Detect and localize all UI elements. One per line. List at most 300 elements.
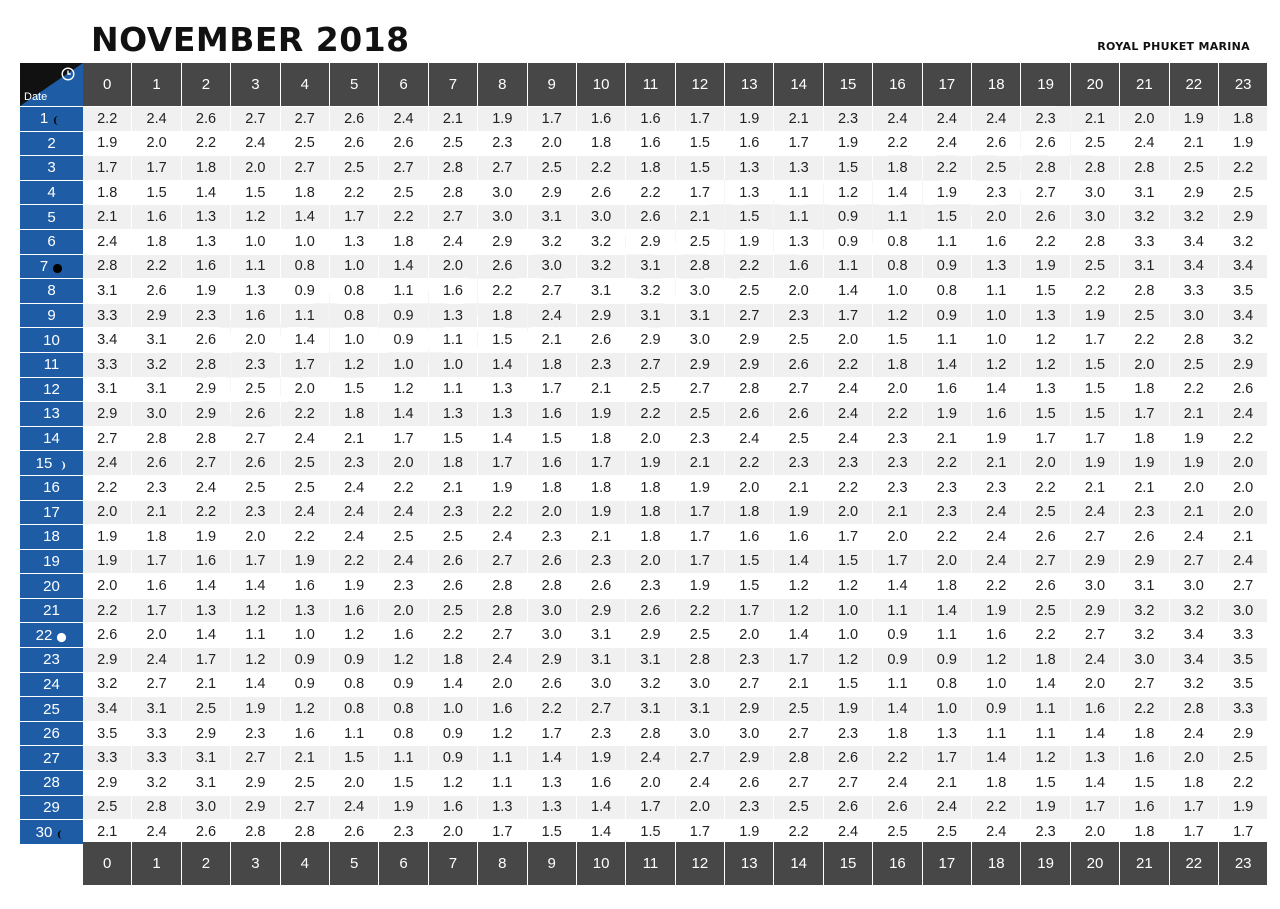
tide-height-cell: 2.8 [1120, 279, 1168, 303]
tide-height-cell: 3.4 [83, 328, 131, 352]
tide-height-cell: 1.1 [923, 230, 971, 254]
tide-height-cell: 1.8 [577, 132, 625, 156]
tide-height-cell: 2.6 [824, 796, 872, 820]
tide-height-cell: 1.6 [1120, 796, 1168, 820]
tide-height-cell: 1.4 [429, 673, 477, 697]
date-cell [20, 181, 83, 205]
tide-height-cell: 1.6 [1071, 697, 1119, 721]
tide-height-cell: 2.1 [132, 501, 180, 525]
header-top-hour-14: 14 [774, 63, 822, 106]
tide-height-cell: 2.0 [725, 476, 773, 500]
tide-height-cell: 2.4 [330, 501, 378, 525]
tide-height-cell: 3.1 [83, 378, 131, 402]
date-label: 19 [43, 552, 60, 570]
tide-height-cell: 2.2 [379, 476, 427, 500]
tide-height-cell: 2.2 [824, 353, 872, 377]
tide-height-cell: 2.9 [182, 722, 230, 746]
tide-height-cell: 2.4 [824, 427, 872, 451]
tide-height-cell: 0.8 [330, 279, 378, 303]
tide-height-cell: 2.4 [972, 525, 1020, 549]
tide-height-cell: 3.5 [83, 722, 131, 746]
tide-height-cell: 1.2 [824, 181, 872, 205]
tide-height-cell: 2.8 [1071, 156, 1119, 180]
tide-height-cell: 2.4 [132, 648, 180, 672]
tide-height-cell: 3.2 [1170, 673, 1218, 697]
tide-height-cell: 2.6 [132, 451, 180, 475]
tide-height-cell: 1.6 [379, 623, 427, 647]
tide-height-cell: 2.3 [774, 304, 822, 328]
tide-height-cell: 2.3 [182, 304, 230, 328]
tide-height-cell: 2.5 [281, 476, 329, 500]
date-label: 7 [39, 257, 49, 275]
tide-height-cell: 2.5 [1120, 304, 1168, 328]
tide-height-cell: 1.9 [824, 132, 872, 156]
tide-height-cell: 2.1 [1170, 402, 1218, 426]
tide-height-cell: 1.1 [231, 255, 279, 279]
tide-height-cell: 1.7 [379, 427, 427, 451]
tide-height-cell: 1.6 [725, 132, 773, 156]
tide-height-cell: 1.3 [1021, 304, 1069, 328]
tide-height-cell: 1.9 [1021, 255, 1069, 279]
tide-height-cell: 2.1 [330, 427, 378, 451]
date-cell [20, 550, 83, 574]
tide-height-cell: 2.9 [1170, 181, 1218, 205]
tide-height-cell: 0.8 [873, 255, 921, 279]
tide-height-cell: 1.0 [429, 697, 477, 721]
tide-height-cell: 1.8 [528, 353, 576, 377]
tide-height-cell: 2.7 [1071, 525, 1119, 549]
tide-height-cell: 1.6 [972, 230, 1020, 254]
tide-height-cell: 3.2 [1170, 205, 1218, 229]
tide-height-cell: 1.0 [972, 304, 1020, 328]
tide-height-cell: 2.0 [478, 673, 526, 697]
header-bottom-hour-13: 13 [725, 842, 773, 885]
tide-height-cell: 1.1 [824, 255, 872, 279]
tide-height-cell: 2.7 [577, 697, 625, 721]
tide-height-cell: 2.6 [577, 181, 625, 205]
tide-height-cell: 2.7 [1021, 181, 1069, 205]
tide-height-cell: 3.3 [1219, 697, 1267, 721]
tide-height-cell: 2.8 [528, 574, 576, 598]
header-top-hour-4: 4 [281, 63, 329, 106]
tide-height-cell: 2.8 [676, 255, 724, 279]
tide-height-cell: 2.0 [83, 501, 131, 525]
tide-height-cell: 2.6 [429, 574, 477, 598]
tide-height-cell: 2.4 [725, 427, 773, 451]
tide-height-cell: 2.5 [774, 328, 822, 352]
tide-height-cell: 1.5 [1120, 771, 1168, 795]
tide-height-cell: 1.7 [725, 599, 773, 623]
date-cell [20, 697, 83, 721]
tide-height-cell: 1.1 [923, 623, 971, 647]
tide-height-cell: 1.7 [528, 107, 576, 131]
tide-height-cell: 2.6 [972, 132, 1020, 156]
header-bottom-hour-23: 23 [1219, 842, 1267, 885]
tide-height-cell: 2.7 [626, 353, 674, 377]
tide-height-cell: 1.2 [1021, 328, 1069, 352]
tide-height-cell: 1.4 [379, 255, 427, 279]
tide-height-cell: 1.5 [429, 427, 477, 451]
tide-height-cell: 2.9 [725, 353, 773, 377]
tide-height-cell: 3.4 [1170, 623, 1218, 647]
date-cell [20, 328, 83, 352]
tide-height-cell: 1.8 [626, 501, 674, 525]
tide-height-cell: 2.6 [132, 279, 180, 303]
tide-height-cell: 1.9 [923, 181, 971, 205]
tide-height-cell: 1.9 [231, 697, 279, 721]
date-label: 2 [47, 134, 56, 152]
tide-height-cell: 1.5 [132, 181, 180, 205]
tide-height-cell: 2.5 [1071, 255, 1119, 279]
tide-height-cell: 2.4 [873, 771, 921, 795]
tide-height-cell: 3.0 [676, 673, 724, 697]
table-row [83, 230, 1268, 254]
date-cell [20, 574, 83, 598]
tide-height-cell: 3.1 [132, 378, 180, 402]
tide-height-cell: 2.1 [774, 673, 822, 697]
tide-height-cell: 2.3 [774, 451, 822, 475]
tide-height-cell: 1.5 [923, 205, 971, 229]
tide-height-cell: 2.2 [478, 501, 526, 525]
tide-height-cell: 3.0 [676, 328, 724, 352]
tide-height-cell: 2.5 [774, 697, 822, 721]
tide-height-cell: 2.2 [379, 205, 427, 229]
tide-height-cell: 2.2 [725, 451, 773, 475]
tide-height-cell: 1.1 [281, 304, 329, 328]
tide-height-cell: 2.6 [330, 132, 378, 156]
tide-height-cell: 2.9 [626, 328, 674, 352]
tide-height-cell: 2.5 [379, 525, 427, 549]
tide-height-cell: 1.1 [330, 722, 378, 746]
tide-height-cell: 1.4 [182, 181, 230, 205]
tide-height-cell: 2.2 [873, 402, 921, 426]
tide-height-cell: 2.0 [132, 132, 180, 156]
tide-height-cell: 2.3 [873, 451, 921, 475]
tide-height-cell: 2.2 [83, 107, 131, 131]
tide-height-cell: 1.9 [1071, 304, 1119, 328]
tide-height-cell: 2.4 [528, 304, 576, 328]
tide-height-cell: 1.6 [281, 722, 329, 746]
header-bottom-hour-16: 16 [873, 842, 921, 885]
tide-height-cell: 2.2 [774, 820, 822, 844]
tide-height-cell: 1.6 [182, 550, 230, 574]
tide-height-cell: 2.0 [231, 156, 279, 180]
tide-height-cell: 2.2 [1021, 230, 1069, 254]
tide-height-cell: 1.7 [824, 525, 872, 549]
date-column [20, 107, 83, 845]
tide-height-cell: 2.9 [83, 771, 131, 795]
tide-height-cell: 2.6 [528, 673, 576, 697]
tide-height-cell: 3.1 [83, 279, 131, 303]
tide-height-cell: 3.0 [1071, 181, 1119, 205]
tide-height-cell: 2.8 [1021, 156, 1069, 180]
tide-height-cell: 2.5 [281, 451, 329, 475]
tide-height-cell: 2.1 [873, 501, 921, 525]
header-bottom-hour-10: 10 [577, 842, 625, 885]
tide-height-cell: 2.8 [1120, 156, 1168, 180]
tide-height-cell: 2.2 [182, 132, 230, 156]
tide-height-cell: 1.7 [528, 722, 576, 746]
tide-height-cell: 1.7 [676, 820, 724, 844]
tide-height-cell: 1.7 [83, 156, 131, 180]
tide-height-cell: 2.8 [83, 255, 131, 279]
header-bottom-hour-8: 8 [478, 842, 526, 885]
tide-height-cell: 1.8 [577, 427, 625, 451]
tide-height-cell: 1.1 [774, 181, 822, 205]
tide-height-cell: 3.1 [626, 255, 674, 279]
tide-height-cell: 3.2 [83, 673, 131, 697]
date-column-label: Date [24, 91, 48, 103]
tide-height-cell: 2.6 [182, 328, 230, 352]
table-row [83, 476, 1268, 500]
tide-height-cell: 2.8 [132, 796, 180, 820]
tide-height-cell: 2.5 [379, 181, 427, 205]
tide-height-cell: 2.7 [824, 771, 872, 795]
tide-height-cell: 1.1 [972, 279, 1020, 303]
tide-height-cell: 3.3 [132, 722, 180, 746]
header-bottom-hour-22: 22 [1170, 842, 1218, 885]
last-quarter-moon-icon [52, 113, 63, 124]
clock-icon [61, 67, 75, 81]
tide-height-cell: 2.5 [774, 427, 822, 451]
tide-height-cell: 2.6 [824, 746, 872, 770]
tide-height-cell: 3.5 [1219, 648, 1267, 672]
tide-height-cell: 1.2 [873, 304, 921, 328]
tide-height-cell: 2.4 [281, 427, 329, 451]
tide-height-cell: 2.1 [1071, 476, 1119, 500]
date-label: 9 [47, 307, 56, 325]
table-row [83, 427, 1268, 451]
tide-height-cell: 2.2 [923, 451, 971, 475]
tide-height-cell: 2.1 [676, 205, 724, 229]
date-cell [20, 132, 83, 156]
tide-height-cell: 2.0 [379, 451, 427, 475]
tide-height-cell: 1.0 [330, 255, 378, 279]
tide-height-cell: 1.4 [231, 574, 279, 598]
tide-height-cell: 2.2 [626, 402, 674, 426]
tide-height-cell: 1.9 [182, 525, 230, 549]
tide-height-cell: 1.4 [577, 820, 625, 844]
tide-height-cell: 2.7 [379, 156, 427, 180]
tide-height-cell: 2.7 [281, 156, 329, 180]
table-row [83, 796, 1268, 820]
tide-height-cell: 2.3 [1021, 107, 1069, 131]
tide-height-cell: 1.7 [1170, 820, 1218, 844]
page-title: NOVEMBER 2018 [91, 20, 410, 59]
tide-height-cell: 2.0 [1120, 107, 1168, 131]
date-label: 25 [43, 700, 60, 718]
tide-height-cell: 2.0 [83, 574, 131, 598]
header-bottom-hour-19: 19 [1021, 842, 1069, 885]
tide-height-cell: 2.3 [231, 501, 279, 525]
table-row [83, 132, 1268, 156]
tide-height-cell: 2.7 [774, 378, 822, 402]
header-top-hour-6: 6 [379, 63, 427, 106]
date-label: 20 [43, 577, 60, 595]
tide-height-cell: 1.9 [725, 230, 773, 254]
tide-height-cell: 3.2 [1120, 623, 1168, 647]
tide-height-cell: 3.4 [1170, 230, 1218, 254]
tide-height-cell: 1.8 [1021, 648, 1069, 672]
tide-height-cell: 2.6 [626, 599, 674, 623]
tide-height-cell: 1.0 [429, 353, 477, 377]
tide-height-cell: 2.0 [379, 599, 427, 623]
tide-height-cell: 3.1 [132, 328, 180, 352]
tide-height-cell: 1.9 [1219, 132, 1267, 156]
tide-height-cell: 1.6 [923, 378, 971, 402]
header-bottom-hour-11: 11 [626, 842, 674, 885]
tide-height-cell: 1.4 [1071, 771, 1119, 795]
tide-height-cell: 2.2 [330, 181, 378, 205]
table-row [83, 279, 1268, 303]
header-top-hour-0: 0 [83, 63, 131, 106]
tide-height-cell: 2.8 [774, 746, 822, 770]
tide-height-cell: 1.1 [231, 623, 279, 647]
tide-height-cell: 2.4 [824, 402, 872, 426]
last-quarter-moon-icon [56, 827, 67, 838]
tide-height-cell: 0.8 [330, 673, 378, 697]
tide-height-cell: 2.2 [281, 402, 329, 426]
header-top-hour-18: 18 [972, 63, 1020, 106]
tide-height-cell: 1.7 [1170, 796, 1218, 820]
date-label: 22 [35, 626, 53, 644]
tide-height-cell: 3.4 [1170, 255, 1218, 279]
tide-height-cell: 3.0 [577, 673, 625, 697]
tide-height-cell: 2.0 [972, 205, 1020, 229]
tide-height-cell: 2.1 [923, 771, 971, 795]
date-cell [20, 230, 83, 254]
tide-height-cell: 1.5 [1071, 378, 1119, 402]
tide-height-cell: 1.0 [231, 230, 279, 254]
tide-height-cell: 2.5 [281, 132, 329, 156]
tide-height-cell: 0.9 [379, 328, 427, 352]
tide-height-cell: 2.7 [281, 796, 329, 820]
tide-height-cell: 2.2 [528, 697, 576, 721]
date-cell [20, 599, 83, 623]
header-top-hour-23: 23 [1219, 63, 1267, 106]
tide-height-cell: 1.3 [478, 402, 526, 426]
tide-height-cell: 1.3 [231, 279, 279, 303]
tide-height-cell: 2.9 [182, 402, 230, 426]
table-row [83, 501, 1268, 525]
tide-height-cell: 1.6 [478, 697, 526, 721]
header-top-hour-2: 2 [182, 63, 230, 106]
tide-height-cell: 1.8 [132, 230, 180, 254]
tide-height-cell: 2.5 [1170, 156, 1218, 180]
tide-height-cell: 2.4 [83, 230, 131, 254]
tide-height-cell: 2.8 [281, 820, 329, 844]
tide-height-cell: 1.9 [972, 599, 1020, 623]
tide-height-cell: 1.6 [577, 107, 625, 131]
tide-height-cell: 1.9 [1170, 107, 1218, 131]
tide-height-cell: 2.4 [1071, 501, 1119, 525]
tide-height-cell: 2.7 [725, 673, 773, 697]
tide-height-cell: 1.7 [478, 820, 526, 844]
tide-height-cell: 1.6 [774, 255, 822, 279]
tide-height-cell: 1.2 [1021, 746, 1069, 770]
tide-height-cell: 2.2 [182, 501, 230, 525]
tide-height-cell: 1.6 [231, 304, 279, 328]
tide-height-cell: 2.5 [873, 820, 921, 844]
tide-height-cell: 2.2 [1120, 328, 1168, 352]
tide-height-cell: 2.2 [1170, 378, 1218, 402]
tide-height-cell: 2.0 [1219, 476, 1267, 500]
tide-height-cell: 0.9 [429, 746, 477, 770]
tide-height-cell: 0.8 [330, 304, 378, 328]
tide-height-cell: 2.6 [1219, 378, 1267, 402]
table-row [83, 378, 1268, 402]
tide-height-cell: 1.9 [83, 550, 131, 574]
tide-height-cell: 1.9 [774, 501, 822, 525]
tide-height-cell: 2.0 [1021, 451, 1069, 475]
tide-height-cell: 1.9 [182, 279, 230, 303]
tide-height-cell: 1.7 [1071, 796, 1119, 820]
tide-height-cell: 2.0 [725, 623, 773, 647]
tide-height-cell: 2.3 [379, 574, 427, 598]
tide-height-cell: 2.3 [873, 476, 921, 500]
tide-height-cell: 1.4 [1071, 722, 1119, 746]
tide-height-cell: 3.1 [626, 304, 674, 328]
tide-height-cell: 0.9 [379, 673, 427, 697]
tide-height-cell: 2.4 [1120, 132, 1168, 156]
table-row [83, 181, 1268, 205]
header-bottom-hour-14: 14 [774, 842, 822, 885]
table-row [83, 574, 1268, 598]
tide-height-cell: 2.2 [972, 574, 1020, 598]
tide-height-cell: 2.1 [182, 673, 230, 697]
table-row [83, 673, 1268, 697]
tide-height-cell: 2.1 [676, 451, 724, 475]
tide-height-cell: 1.6 [429, 796, 477, 820]
tide-height-cell: 2.0 [281, 378, 329, 402]
tide-height-cell: 2.4 [281, 501, 329, 525]
tide-height-cell: 2.4 [379, 501, 427, 525]
tide-height-cell: 2.4 [824, 378, 872, 402]
tide-height-cell: 1.6 [528, 402, 576, 426]
tide-height-cell: 1.1 [429, 378, 477, 402]
tide-height-cell: 2.6 [330, 820, 378, 844]
date-label: 16 [43, 479, 60, 497]
date-cell [20, 304, 83, 328]
tide-height-cell: 2.3 [923, 501, 971, 525]
tide-height-cell: 1.8 [577, 476, 625, 500]
date-label: 5 [47, 208, 56, 226]
tide-height-cell: 1.9 [1170, 427, 1218, 451]
tide-height-cell: 0.9 [873, 648, 921, 672]
tide-height-cell: 2.0 [824, 501, 872, 525]
tide-height-cell: 1.2 [429, 771, 477, 795]
tide-height-cell: 1.2 [330, 353, 378, 377]
tide-height-cell: 2.2 [1219, 427, 1267, 451]
tide-height-cell: 2.4 [1170, 525, 1218, 549]
tide-height-cell: 2.6 [182, 820, 230, 844]
date-label: 12 [43, 380, 60, 398]
tide-height-cell: 2.4 [626, 746, 674, 770]
date-cell [20, 648, 83, 672]
tide-height-cell: 1.5 [231, 181, 279, 205]
tide-height-cell: 1.1 [972, 722, 1020, 746]
tide-height-cell: 2.0 [1219, 501, 1267, 525]
tide-height-cell: 2.6 [725, 402, 773, 426]
tide-height-cell: 1.6 [281, 574, 329, 598]
tide-height-cell: 2.2 [1071, 279, 1119, 303]
tide-height-cell: 2.5 [1021, 599, 1069, 623]
tide-height-cell: 3.1 [577, 648, 625, 672]
tide-height-cell: 2.4 [330, 476, 378, 500]
header-bottom-hour-17: 17 [923, 842, 971, 885]
tide-height-cell: 2.6 [379, 132, 427, 156]
tide-height-cell: 2.6 [528, 550, 576, 574]
